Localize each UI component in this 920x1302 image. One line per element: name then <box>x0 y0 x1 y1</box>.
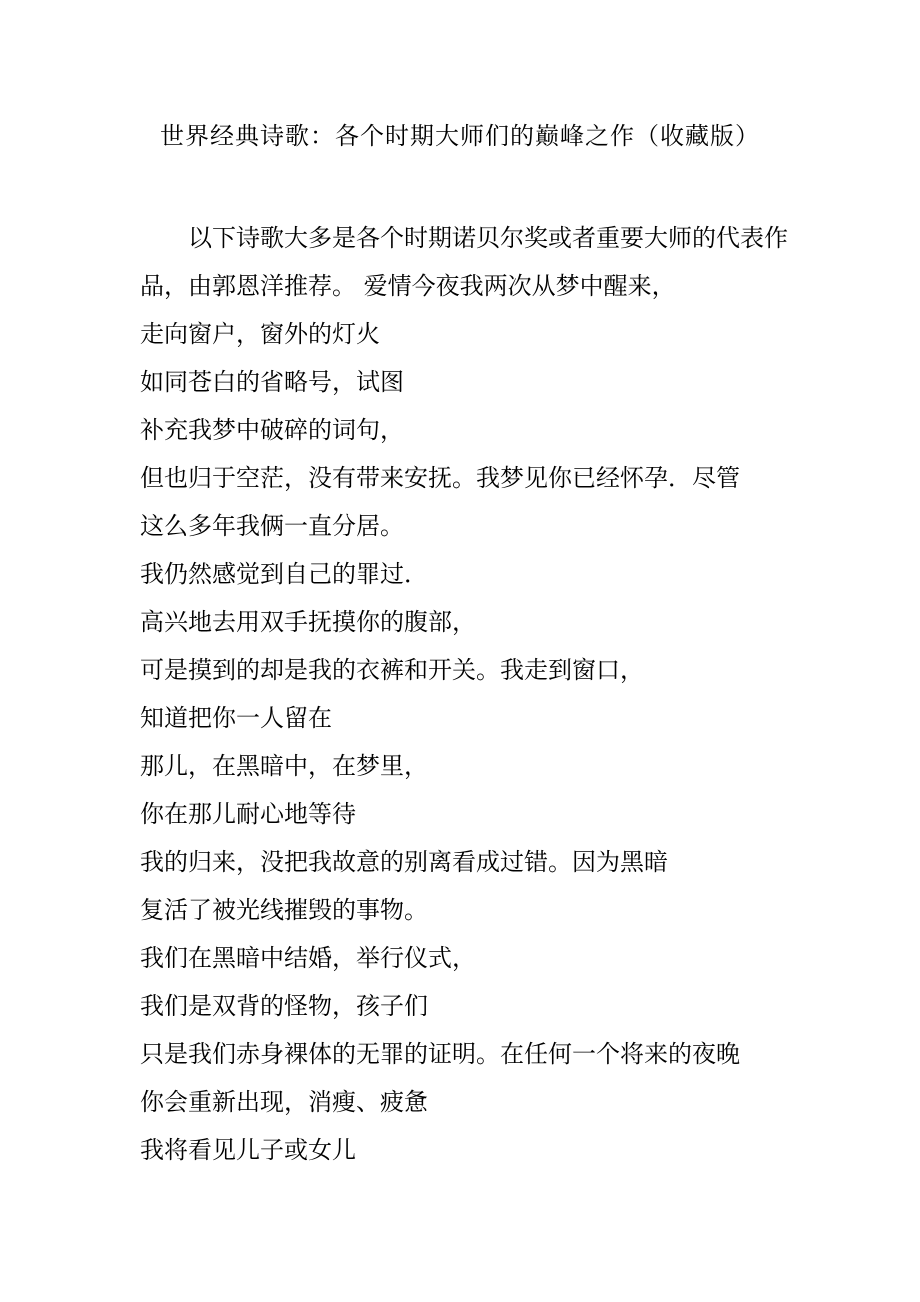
document-body <box>140 214 790 1174</box>
poem-line: 可是摸到的却是我的衣裤和开关。我走到窗口， <box>140 656 644 684</box>
poem-line: 我们是双背的怪物，孩子们 <box>140 992 428 1020</box>
poem-line: 你在那儿耐心地等待 <box>140 800 356 828</box>
poem-line: 只是我们赤身裸体的无罪的证明。在任何一个将来的夜晚 <box>140 1040 740 1068</box>
intro-paragraph: 以下诗歌大多是各个时期诺贝尔奖或者重要大师的代表作品，由郭恩洋推荐。 爱情今夜我两次从梦中醒来， <box>140 224 788 300</box>
poem-line: 你会重新出现，消瘦、疲惫 <box>140 1088 428 1116</box>
document-title: 世界经典诗歌：各个时期大师们的巅峰之作（收藏版） <box>160 122 760 150</box>
poem-line: 高兴地去用双手抚摸你的腹部， <box>140 608 476 636</box>
poem-line: 我的归来，没把我故意的别离看成过错。因为黑暗 <box>140 848 668 876</box>
poem-line: 这么多年我俩一直分居。 <box>140 512 404 540</box>
poem-line: 我们在黑暗中结婚，举行仪式， <box>140 944 476 972</box>
poem-line: 我将看见儿子或女儿 <box>140 1136 356 1164</box>
poem-line: 如同苍白的省略号，试图 <box>140 368 404 396</box>
poem-line: 那儿，在黑暗中，在梦里， <box>140 752 428 780</box>
poem-line: 我仍然感觉到自己的罪过． <box>140 560 428 588</box>
poem-line: 复活了被光线摧毁的事物。 <box>140 896 428 924</box>
poem-line: 补充我梦中破碎的词句， <box>140 416 404 444</box>
poem-line: 但也归于空茫，没有带来安抚。我梦见你已经怀孕．尽管 <box>140 464 740 492</box>
poem-line: 知道把你一人留在 <box>140 704 332 732</box>
poem-line: 走向窗户，窗外的灯火 <box>140 320 380 348</box>
